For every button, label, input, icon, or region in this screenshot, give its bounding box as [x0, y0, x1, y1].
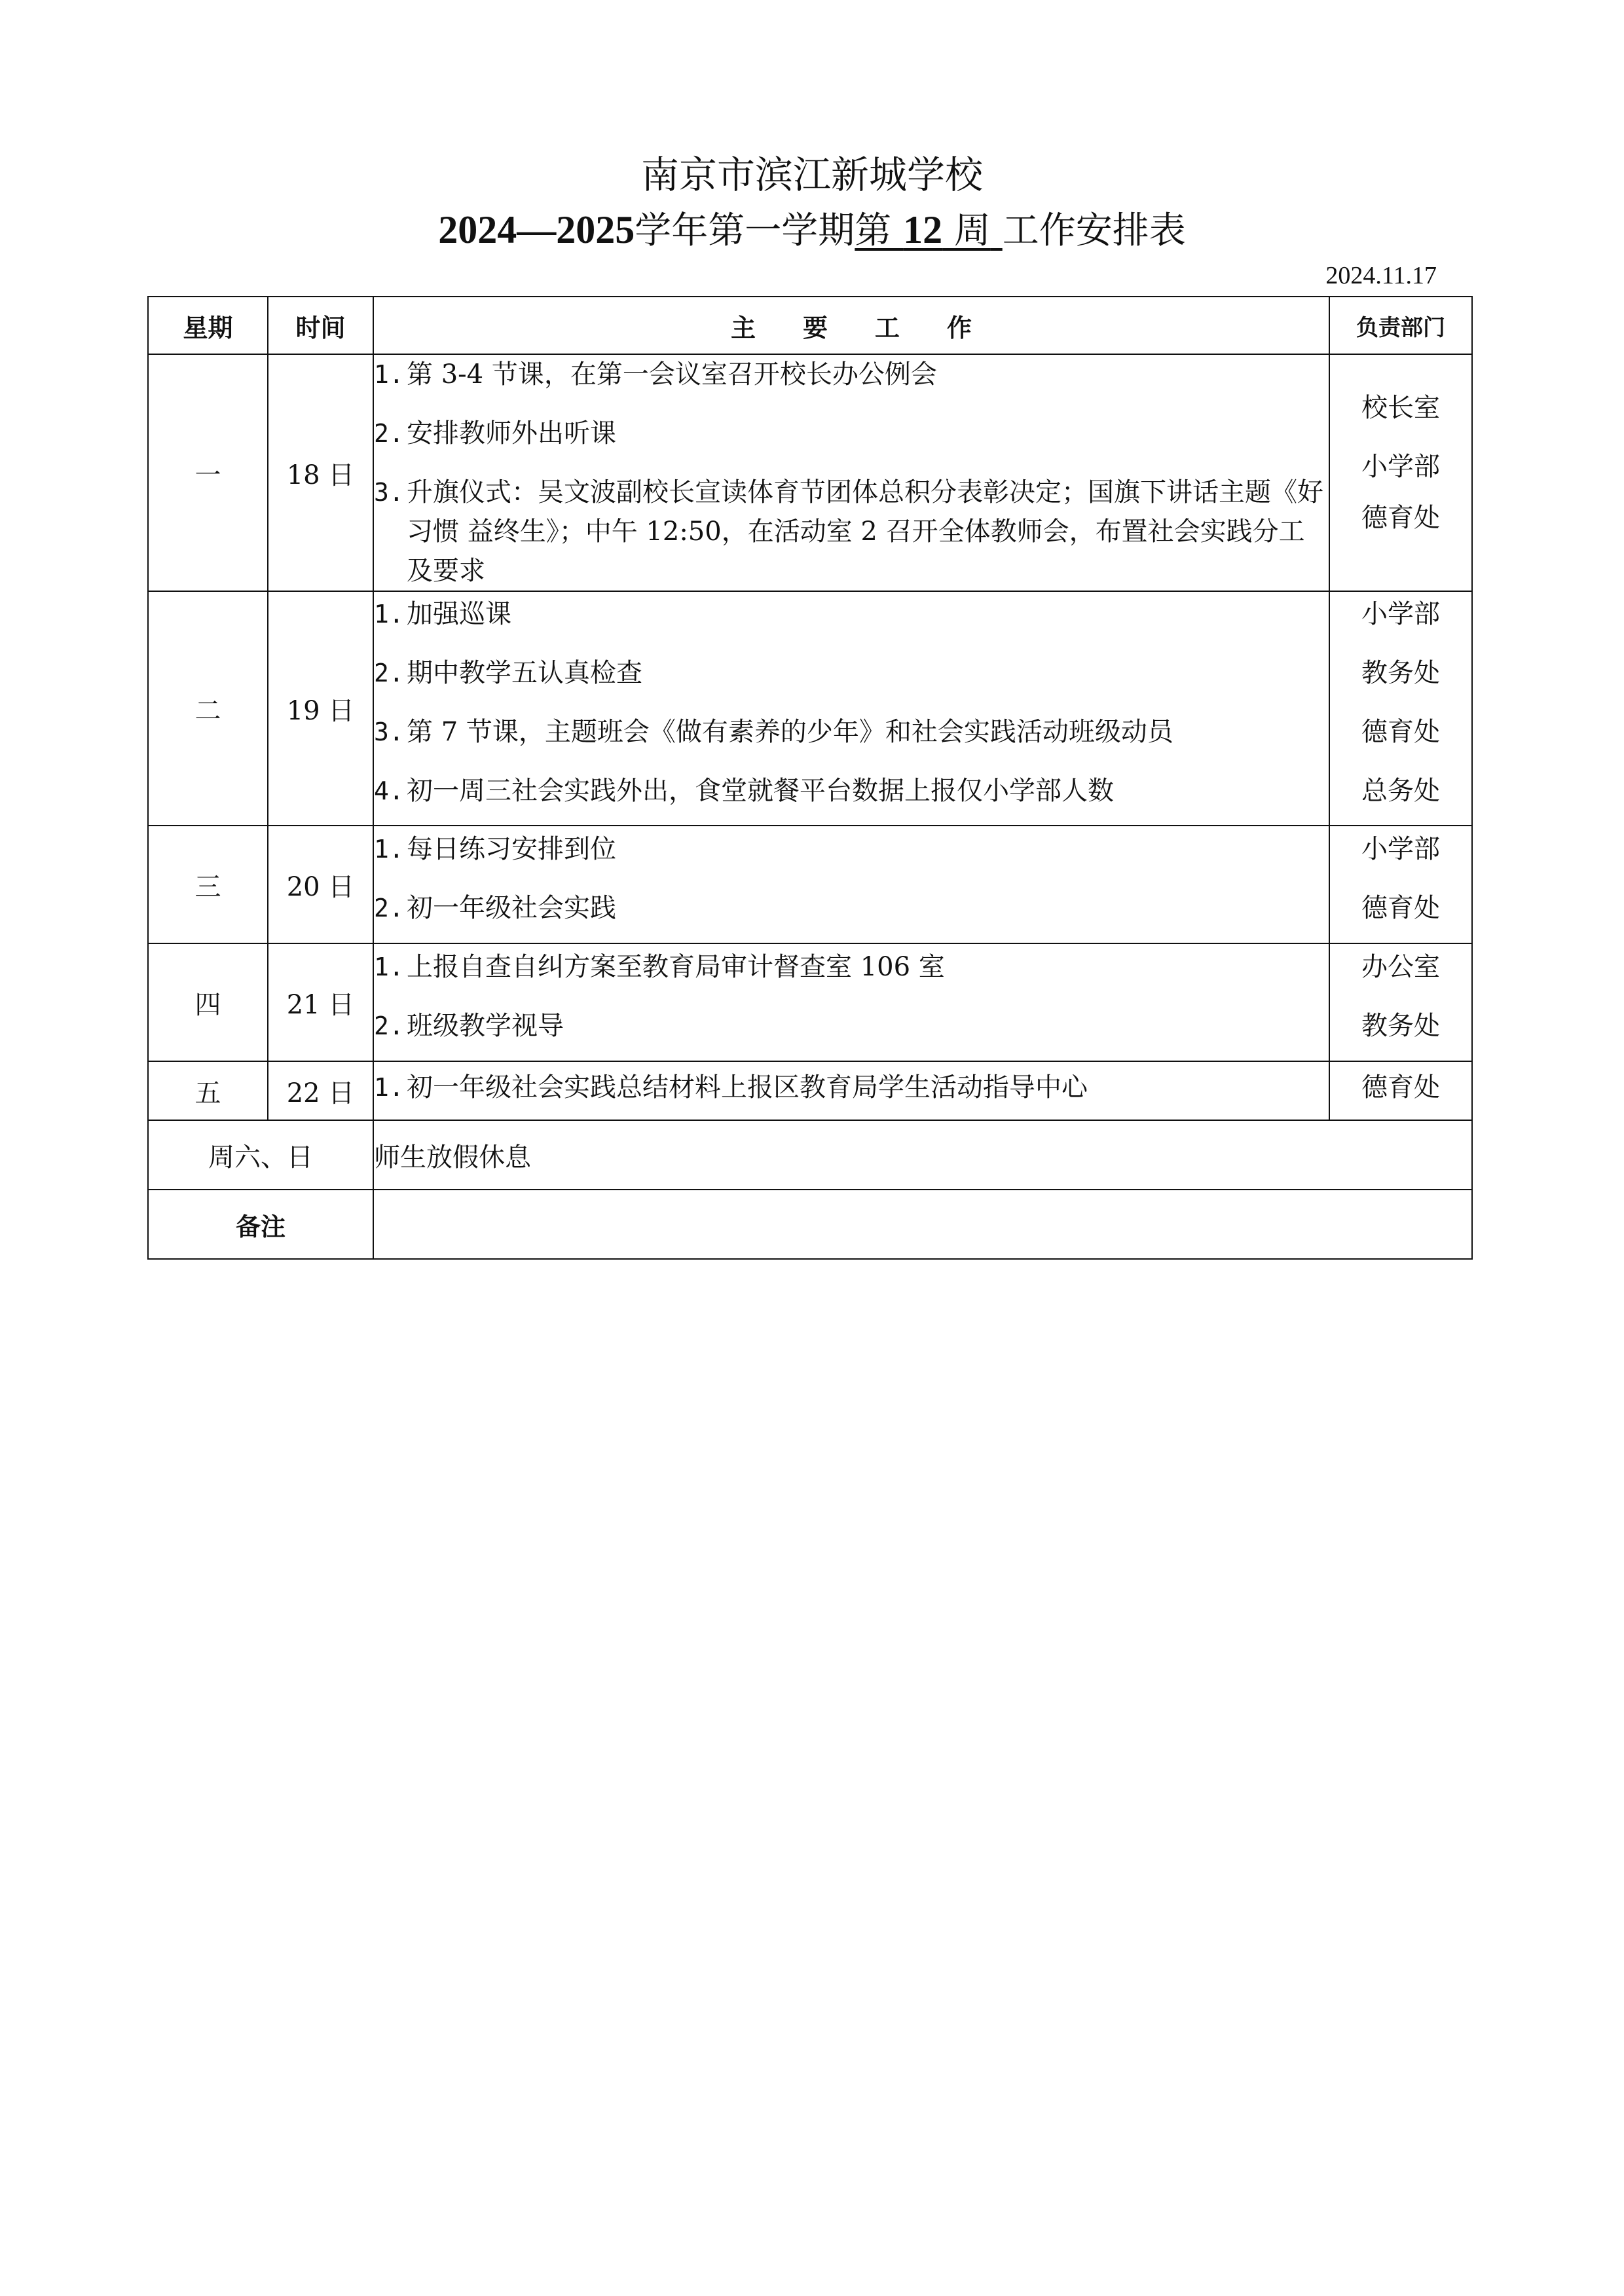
table-row	[148, 943, 1472, 1061]
year-range: 2024—2025	[438, 208, 635, 251]
date-cell: 21 日	[268, 943, 373, 1061]
work-cell	[373, 1061, 1329, 1120]
work-cell	[373, 943, 1329, 1061]
col-header-day: 星期	[148, 297, 268, 354]
work-item: 1. 第 3-4 节课，在第一会议室召开校长办公例会	[374, 359, 937, 390]
work-item: 3. 第 7 节课，主题班会《做有素养的少年》和社会实践活动班级动员	[374, 717, 1173, 747]
day-cell: 五	[148, 1061, 268, 1120]
work-item: 4. 初一周三社会实践外出，食堂就餐平台数据上报仅小学部人数	[374, 776, 1114, 806]
work-item: 1. 每日练习安排到位	[374, 834, 616, 864]
work-cell	[373, 354, 1329, 591]
semester-label: 学年第一学期	[635, 210, 855, 252]
dept-item: 德育处	[1361, 503, 1440, 533]
dept-item: 小学部	[1361, 834, 1440, 864]
notes-content	[373, 1190, 1472, 1259]
work-item: 1. 加强巡课	[374, 599, 511, 629]
document-date: 2024.11.17	[1325, 262, 1437, 289]
dept-item: 德育处	[1361, 893, 1440, 923]
date-cell: 20 日	[268, 826, 373, 943]
notes-row	[148, 1190, 1472, 1259]
notes-label: 备注	[148, 1190, 373, 1259]
dept-item: 教务处	[1361, 1011, 1440, 1041]
dept-item: 小学部	[1361, 452, 1440, 482]
dept-cell	[1329, 1061, 1472, 1120]
work-item: 3. 升旗仪式：吴文波副校长宣读体育节团体总积分表彰决定；国旗下讲话主题《好习惯 益终生》；中午 12:50，在活动室 2 召开全体教师会，布置社会实践分工及要求	[374, 477, 1323, 586]
work-item: 2. 安排教师外出听课	[374, 418, 616, 448]
weekend-text: 师生放假休息	[373, 1120, 1472, 1190]
dept-item: 总务处	[1361, 776, 1440, 806]
table-row	[148, 354, 1472, 591]
col-header-main-work: 主要工作	[373, 297, 1329, 354]
work-item: 2. 期中教学五认真检查	[374, 658, 642, 688]
work-item: 2. 初一年级社会实践	[374, 893, 616, 923]
dept-cell	[1329, 591, 1472, 826]
title-suffix: 工作安排表	[1002, 210, 1186, 252]
table-row	[148, 826, 1472, 943]
dept-cell	[1329, 354, 1472, 591]
schedule-table	[147, 296, 1473, 1260]
weekend-label: 周六、日	[148, 1120, 373, 1190]
day-cell: 三	[148, 826, 268, 943]
work-cell	[373, 591, 1329, 826]
school-title: 南京市滨江新城学校	[640, 153, 983, 197]
dept-item: 办公室	[1361, 952, 1440, 982]
work-cell	[373, 826, 1329, 943]
work-item: 2. 班级教学视导	[374, 1011, 564, 1041]
table-row	[148, 1061, 1472, 1120]
schedule-title	[0, 200, 1624, 261]
dept-item: 小学部	[1361, 599, 1440, 629]
dept-item: 校长室	[1361, 393, 1440, 423]
day-cell: 四	[148, 943, 268, 1061]
dept-item: 教务处	[1361, 658, 1440, 688]
dept-item: 德育处	[1361, 717, 1440, 747]
dept-cell	[1329, 943, 1472, 1061]
dept-item: 德育处	[1361, 1072, 1440, 1102]
dept-cell	[1329, 826, 1472, 943]
work-item: 1. 初一年级社会实践总结材料上报区教育局学生活动指导中心	[374, 1072, 1088, 1102]
weekend-row	[148, 1120, 1472, 1190]
work-item: 1. 上报自查自纠方案至教育局审计督查室 106 室	[374, 952, 945, 982]
date-cell: 18 日	[268, 354, 373, 591]
table-header-row	[148, 297, 1472, 354]
week-label: 第 12 周	[855, 208, 991, 252]
table-row	[148, 591, 1472, 826]
day-cell: 一	[148, 354, 268, 591]
date-cell: 22 日	[268, 1061, 373, 1120]
day-cell: 二	[148, 591, 268, 826]
date-cell: 19 日	[268, 591, 373, 826]
col-header-department: 负责部门	[1329, 297, 1472, 354]
col-header-time: 时间	[268, 297, 373, 354]
